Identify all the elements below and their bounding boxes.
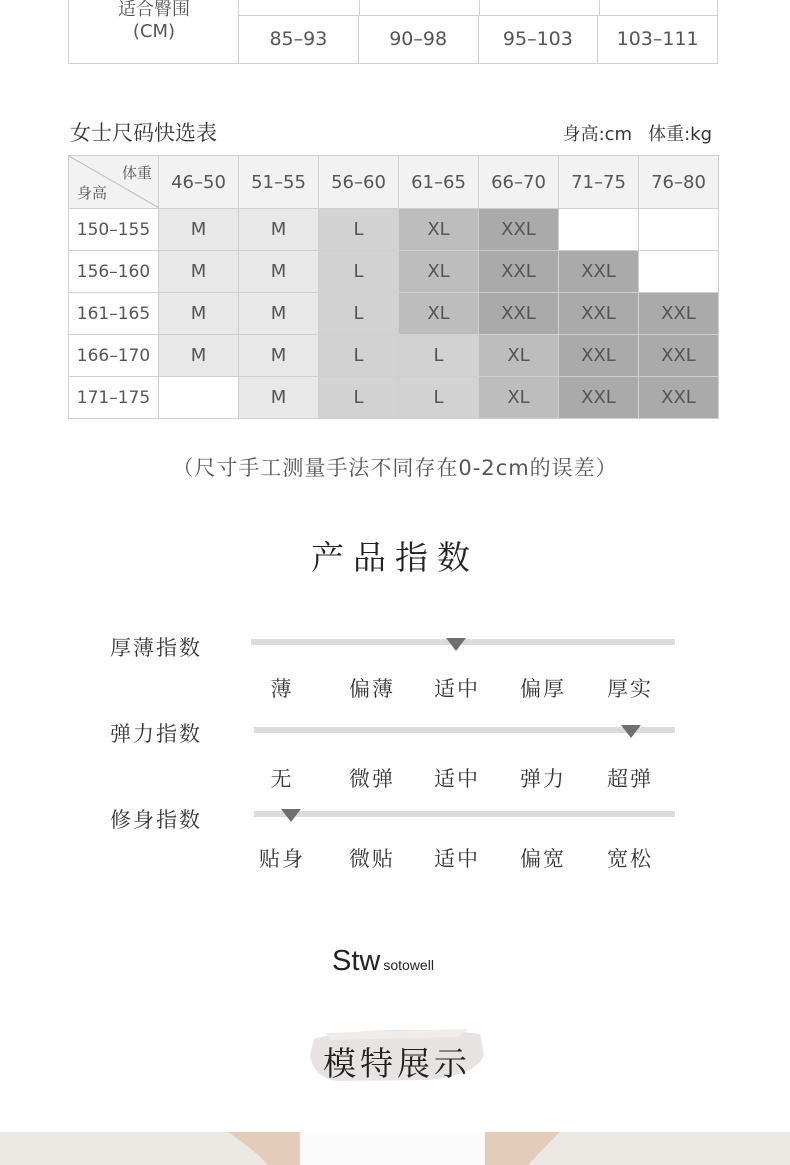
thickness-index-label: 厚薄指数 bbox=[110, 636, 202, 660]
index-option: 适中 bbox=[434, 677, 480, 701]
size-cell: M bbox=[239, 335, 319, 377]
index-option: 偏厚 bbox=[520, 677, 566, 701]
index-option: 弹力 bbox=[520, 767, 566, 791]
index-option: 适中 bbox=[434, 767, 480, 791]
weight-header: 76–80 bbox=[639, 156, 719, 209]
size-cell bbox=[639, 251, 719, 293]
thickness-index-marker bbox=[446, 638, 466, 651]
size-table-units bbox=[547, 120, 712, 146]
height-label: 156–160 bbox=[69, 251, 159, 293]
size-cell: XXL bbox=[479, 251, 559, 293]
size-cell: M bbox=[239, 209, 319, 251]
index-option: 适中 bbox=[434, 847, 480, 871]
size-cell bbox=[559, 209, 639, 251]
size-cell: XL bbox=[479, 377, 559, 419]
size-cell: XXL bbox=[559, 293, 639, 335]
size-row bbox=[69, 209, 719, 251]
hip-header-row bbox=[239, 0, 717, 16]
size-cell: XL bbox=[479, 335, 559, 377]
hip-value: 95–103 bbox=[478, 15, 598, 63]
brand-name: sotowell bbox=[383, 957, 434, 973]
size-cell: M bbox=[159, 251, 239, 293]
weight-header: 46–50 bbox=[159, 156, 239, 209]
weight-header: 56–60 bbox=[319, 156, 399, 209]
size-cell: XXL bbox=[479, 209, 559, 251]
elasticity-index-bar bbox=[254, 727, 675, 733]
size-cell: XXL bbox=[559, 251, 639, 293]
height-label: 166–170 bbox=[69, 335, 159, 377]
size-cell: XL bbox=[399, 293, 479, 335]
model-photo bbox=[0, 1132, 790, 1165]
corner-height-label: 身高 bbox=[77, 184, 108, 202]
index-option: 厚实 bbox=[607, 677, 653, 701]
size-cell: M bbox=[239, 377, 319, 419]
size-cell: M bbox=[239, 251, 319, 293]
hip-size-table bbox=[68, 0, 718, 64]
hip-value: 85–93 bbox=[269, 28, 328, 50]
size-cell: M bbox=[159, 209, 239, 251]
product-index-title: 产品指数 bbox=[311, 538, 479, 577]
size-cell: L bbox=[319, 251, 399, 293]
size-cell: XXL bbox=[639, 377, 719, 419]
size-cell: L bbox=[319, 293, 399, 335]
size-row bbox=[69, 335, 719, 377]
fit-index-bar bbox=[254, 811, 675, 817]
index-option: 无 bbox=[270, 767, 294, 791]
index-option: 偏薄 bbox=[349, 677, 395, 701]
elasticity-index-label: 弹力指数 bbox=[110, 722, 202, 746]
hip-unit: (CM) bbox=[132, 21, 176, 42]
size-cell: XXL bbox=[639, 293, 719, 335]
brand-mark: Stw bbox=[332, 945, 381, 977]
index-option: 偏宽 bbox=[520, 847, 566, 871]
hip-label: 适合臀围 bbox=[118, 0, 190, 20]
size-cell: XXL bbox=[639, 335, 719, 377]
hip-value: 103–111 bbox=[597, 15, 717, 63]
brand-logo bbox=[332, 945, 434, 978]
height-label: 161–165 bbox=[69, 293, 159, 335]
fit-index-marker bbox=[281, 809, 301, 822]
corner-weight-label: 体重 bbox=[121, 164, 152, 182]
size-row bbox=[69, 293, 719, 335]
weight-header: 61–65 bbox=[399, 156, 479, 209]
size-row bbox=[69, 377, 719, 419]
thickness-index-options bbox=[0, 673, 790, 703]
size-cell: XXL bbox=[559, 335, 639, 377]
weight-header-row bbox=[69, 156, 719, 209]
size-cell: XXL bbox=[479, 293, 559, 335]
model-photo-image bbox=[0, 1132, 790, 1165]
size-cell: XL bbox=[399, 209, 479, 251]
elasticity-index-options bbox=[0, 763, 790, 793]
model-section-header bbox=[308, 1025, 486, 1085]
weight-header: 51–55 bbox=[239, 156, 319, 209]
index-option: 超弹 bbox=[607, 767, 653, 791]
hip-values-row bbox=[239, 15, 717, 63]
size-cell: M bbox=[159, 293, 239, 335]
fit-index-label: 修身指数 bbox=[110, 808, 202, 832]
size-table-title: 女士尺码快选表 bbox=[70, 121, 217, 145]
size-cell bbox=[639, 209, 719, 251]
size-row bbox=[69, 251, 719, 293]
weight-unit: 体重:kg bbox=[648, 124, 712, 145]
index-option: 微弹 bbox=[349, 767, 395, 791]
index-option: 薄 bbox=[270, 677, 294, 701]
size-cell: M bbox=[239, 293, 319, 335]
size-cell: XXL bbox=[559, 377, 639, 419]
size-cell bbox=[159, 377, 239, 419]
elasticity-index-marker bbox=[621, 725, 641, 738]
model-section-title: 模特展示 bbox=[323, 1044, 471, 1083]
hip-label-cell bbox=[69, 0, 239, 63]
index-option: 贴身 bbox=[259, 847, 305, 871]
measurement-note: （尺寸手工测量手法不同存在0-2cm的误差） bbox=[172, 456, 618, 480]
fit-index-options bbox=[0, 843, 790, 873]
size-cell: L bbox=[319, 335, 399, 377]
corner-cell bbox=[69, 156, 159, 209]
size-cell: L bbox=[399, 377, 479, 419]
size-grid bbox=[68, 155, 719, 419]
height-unit: 身高:cm bbox=[562, 124, 633, 145]
index-option: 微贴 bbox=[349, 847, 395, 871]
size-cell: L bbox=[319, 377, 399, 419]
height-label: 150–155 bbox=[69, 209, 159, 251]
size-cell: L bbox=[319, 209, 399, 251]
weight-header: 66–70 bbox=[479, 156, 559, 209]
size-cell: L bbox=[399, 335, 479, 377]
height-label: 171–175 bbox=[69, 377, 159, 419]
hip-value: 90–98 bbox=[358, 15, 478, 63]
size-cell: M bbox=[159, 335, 239, 377]
index-option: 宽松 bbox=[607, 847, 653, 871]
size-cell: XL bbox=[399, 251, 479, 293]
weight-header: 71–75 bbox=[559, 156, 639, 209]
